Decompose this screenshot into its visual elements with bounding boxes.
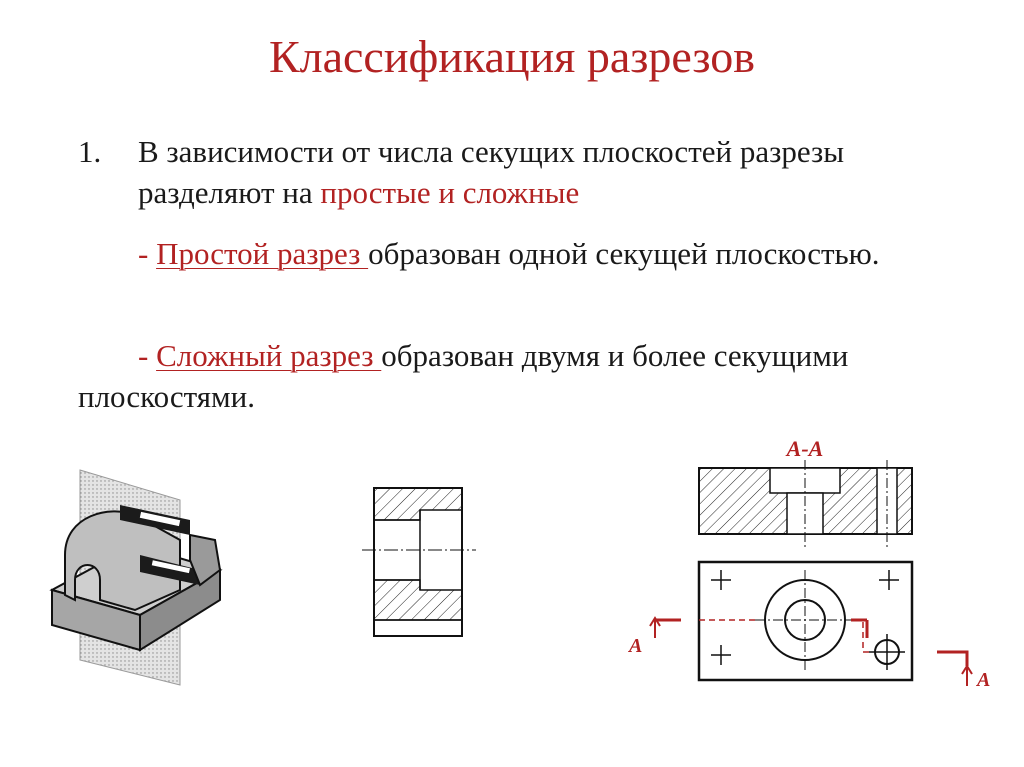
complex-term-link: Сложный разрез bbox=[156, 338, 382, 373]
simple-term-link: Простой разрез bbox=[156, 236, 369, 271]
isometric-section-drawing bbox=[40, 460, 240, 690]
simple-section-drawing bbox=[360, 480, 480, 650]
list-number: 1. bbox=[78, 134, 102, 169]
cut-label-right: А bbox=[977, 669, 991, 691]
simple-dash: - bbox=[138, 236, 157, 271]
complex-dash: - bbox=[138, 338, 157, 373]
complex-definition: образован двумя и более секущими плоскостями. bbox=[78, 338, 849, 414]
classification-paragraph bbox=[138, 132, 958, 214]
simple-section-paragraph bbox=[78, 234, 938, 275]
cut-label-left: А bbox=[629, 635, 643, 657]
slide-title: Классификация разрезов bbox=[268, 31, 756, 82]
complex-section-paragraph bbox=[78, 336, 938, 418]
cut-mark-right-outer bbox=[937, 652, 967, 666]
cut-arrow-right bbox=[962, 666, 972, 686]
simple-definition: образован одной секущей плоскостью. bbox=[368, 236, 880, 271]
section-label: А-А bbox=[786, 436, 824, 461]
paragraph-text: В зависимости от числа секущих плоскостей разрезы разделяют на bbox=[138, 134, 845, 210]
complex-section-drawing bbox=[615, 430, 1005, 700]
highlight-types: простые и сложные bbox=[320, 174, 580, 210]
